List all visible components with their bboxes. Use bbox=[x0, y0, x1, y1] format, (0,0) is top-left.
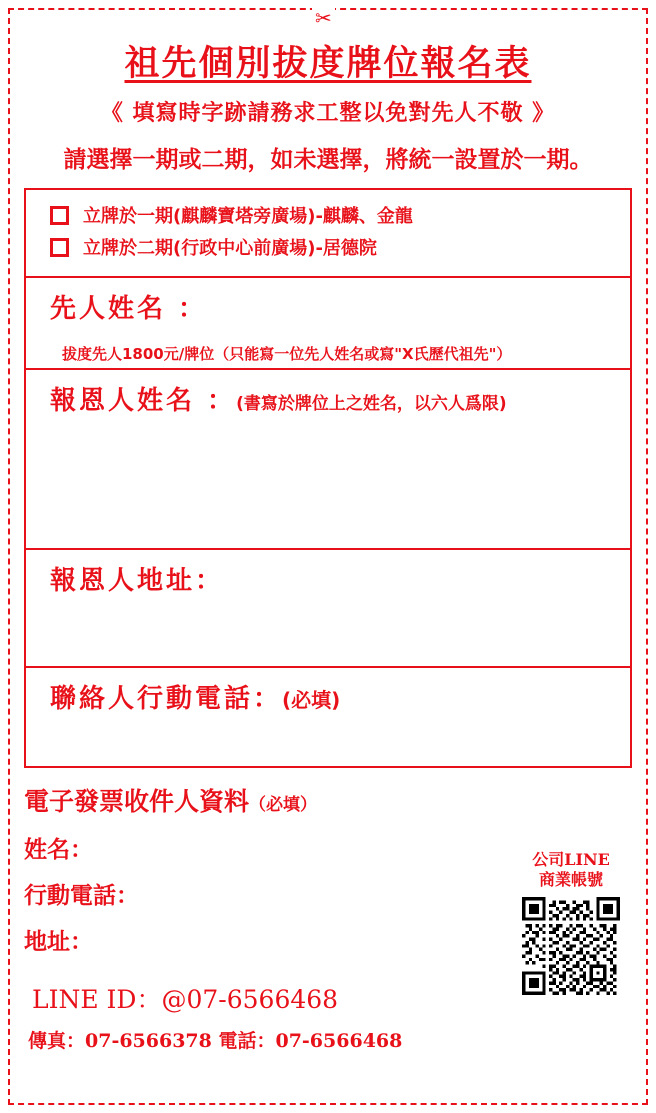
line-label-line2: 商業帳號 bbox=[538, 870, 603, 889]
option-row-phase-one[interactable] bbox=[50, 202, 630, 228]
page-title: 祖先個別拔度牌位報名表 bbox=[124, 43, 532, 84]
checkbox-phase-one[interactable] bbox=[50, 206, 69, 225]
donor-name-note: (書寫於牌位上之姓名，以六人爲限) bbox=[236, 394, 507, 414]
placement-options-section bbox=[26, 190, 630, 278]
form-fields-box bbox=[24, 188, 632, 768]
fax-tel-text: 傳真：07-6566378 電話：07-6566468 bbox=[28, 1030, 403, 1052]
form-content bbox=[24, 24, 632, 1089]
donor-name-section[interactable] bbox=[26, 370, 630, 550]
page-subtitle: 《 填寫時字跡請務求工整以免對先人不敬 》 bbox=[100, 101, 556, 126]
donor-name-label: 報恩人姓名 ： bbox=[50, 386, 237, 416]
option-row-phase-two[interactable] bbox=[50, 234, 630, 260]
line-qr-block bbox=[516, 850, 626, 996]
form-page bbox=[8, 8, 648, 1105]
donor-address-label: 報恩人地址： bbox=[50, 566, 225, 596]
scissors-icon: ✂ bbox=[312, 8, 335, 28]
option-label-phase-one: 立牌於一期(麒麟寶塔旁廣場)-麒麟、金龍 bbox=[83, 206, 413, 227]
contact-phone-note: (必填) bbox=[282, 688, 341, 712]
invoice-name-label[interactable]: 姓名： bbox=[24, 837, 93, 863]
checkbox-phase-two[interactable] bbox=[50, 238, 69, 257]
invoice-title bbox=[24, 782, 632, 818]
invoice-required-note: （必填） bbox=[249, 795, 318, 815]
selection-notice: 請選擇一期或二期，如未選擇，將統一設置於一期。 bbox=[63, 147, 593, 173]
donor-address-section[interactable] bbox=[26, 550, 630, 668]
line-label-line1: 公司LINE bbox=[532, 850, 610, 869]
contact-phone-section[interactable] bbox=[26, 668, 630, 766]
invoice-address-label[interactable]: 地址： bbox=[24, 929, 93, 955]
ancestor-name-section[interactable] bbox=[26, 278, 630, 370]
invoice-title-text: 電子發票收件人資料 bbox=[24, 787, 250, 816]
invoice-section bbox=[24, 782, 632, 1053]
invoice-phone-label[interactable]: 行動電話： bbox=[24, 883, 139, 909]
ancestor-name-note: 拔度先人1800元/牌位（只能寫一位先人姓名或寫"X氏歷代祖先"） bbox=[62, 345, 512, 363]
ancestor-name-label: 先人姓名 ： bbox=[50, 294, 208, 324]
option-label-phase-two: 立牌於二期(行政中心前廣場)-居德院 bbox=[83, 238, 377, 259]
qr-code-icon[interactable] bbox=[521, 896, 621, 996]
contact-phone-label: 聯絡人行動電話： bbox=[50, 684, 283, 714]
line-id-text: LINE ID：@07-6566468 bbox=[32, 985, 339, 1014]
